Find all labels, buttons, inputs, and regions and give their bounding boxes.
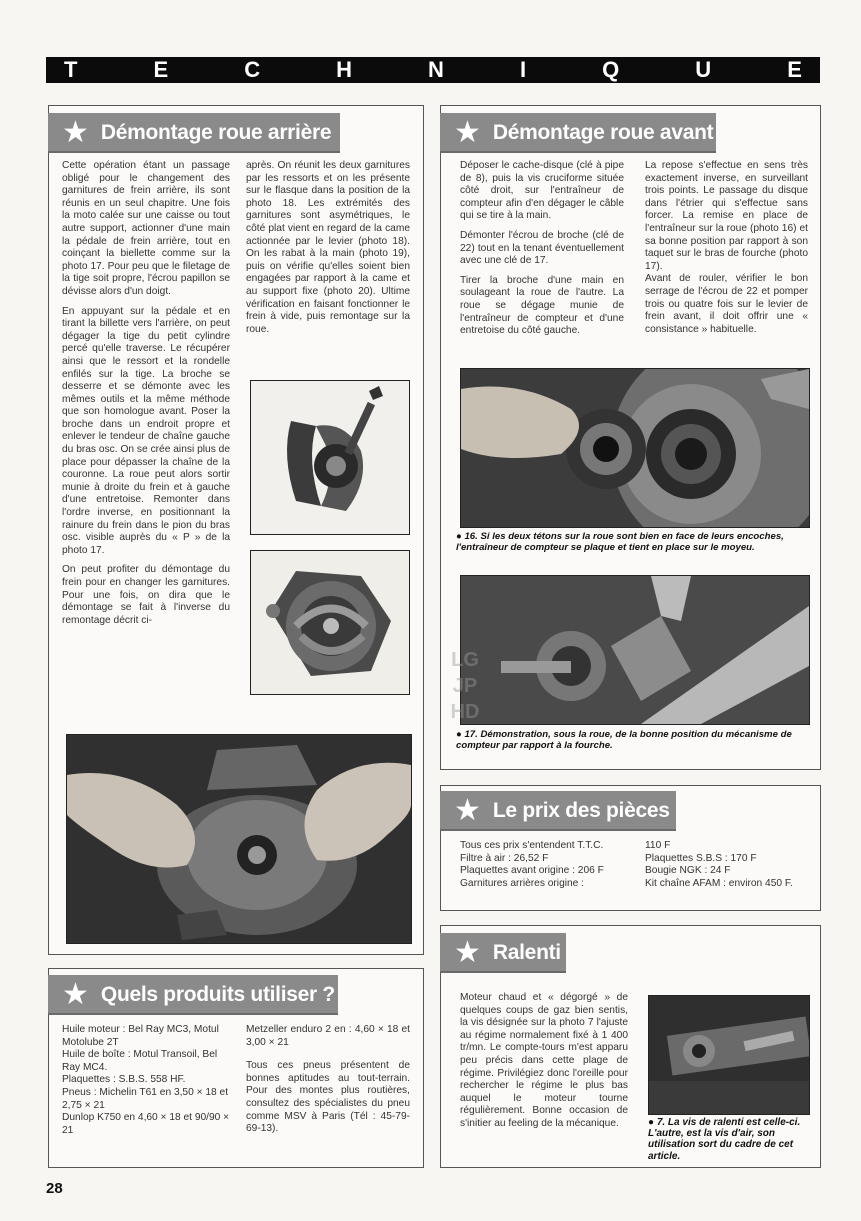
banner-letter: H [336,57,353,82]
star-icon: ★ [454,794,481,827]
banner-letter: U [695,57,712,82]
page-number: 28 [46,1180,63,1197]
watermark-text: HD [450,701,480,723]
photo-7-idle-screw [648,995,810,1115]
banner-letter: Q [602,57,620,82]
rear-text-col1 [62,160,230,634]
product-line: Pneus : Michelin T61 en 3,50 × 18 et 2,75 × 21 [62,1086,229,1111]
star-icon: ★ [62,978,89,1011]
price-line: Garnitures arrières origine : [460,877,584,889]
paragraph: Démonter l'écrou de broche (clé de 22) tout en la tenant éventuellement avec une clé de 17. [460,229,624,267]
rear-text-col2 [246,160,410,343]
banner-letter: N [428,57,444,82]
paragraph: Tous ces pneus présentent de bonnes aptitudes au tout-terrain. Pour des montes plus routières, consultez des spécialistes du pneu comme MSV à Paris (Tél : 45-79-69-13). [246,1060,410,1135]
product-line: Metzeller enduro 2 en : 4,60 × 18 et 3,00 × 21 [246,1024,410,1048]
products-title: Quels produits utiliser ? [100,983,335,1006]
banner-letter: T [64,57,78,82]
caption-photo-17: ● 17. Démonstration, sous la roue, de la bonne position du mécanisme de compteur par rapport à la fourche. [456,729,792,751]
prices-col-left [460,840,635,890]
photo-19-brake-assembly [250,550,410,695]
front-text-col2 [645,160,808,343]
price-line: Kit chaîne AFAM : environ 450 F. [645,877,793,889]
paragraph: après. On réunit les deux garnitures par les ressorts et on les présente sur le flasque dans la position de la photo 18. Les extrémités des garnitures sont asymétriques, le côté plat vient en regard de la came actionnée par le levier (photo 18). On les rabat à la main (photo 19), puis on vérifie qu'elles soient bien engagées par rapport à la came et au support fixe (photo 20). Ultime vérification en faisant fonctionner le frein à vide, puis remontage sur la roue. [246,160,410,335]
paragraph: Tirer la broche d'une main en soulageant la roue de l'autre. La roue se dégage munie de l'entraîneur de compteur et d'une entretoise du côté gauche. [460,274,624,337]
products-col2 [246,1024,410,1143]
caption-photo-7: ● 7. La vis de ralenti est celle-ci. L'autre, est la vis d'air, son utilisation sort du cadre de cet article. [648,1117,801,1162]
front-text-col1 [460,160,624,345]
section-banner [46,57,820,83]
rear-wheel-header [48,113,340,153]
paragraph: Cette opération étant un passage obligé pour le changement des garnitures de frein arrière, ils sont réunis en un seul chapitre. Une fois la moto calée sur une caisse ou tout autre support, actionner d'une main la pédale de frein arrière, tout en coinçant la biellette comme sur la photo 17. Pour peu que le filetage de la tige soit propre, l'écrou papillon se dévisse alors d'un doigt. [62,160,230,297]
photo-16-wheel-hub [460,368,810,528]
star-icon: ★ [62,116,89,149]
price-line: Tous ces prix s'entendent T.T.C. [460,840,604,851]
watermark-text: LG [451,649,479,671]
banner-letter: E [153,57,169,82]
watermark-text: JP [452,675,478,697]
front-wheel-title: Démontage roue avant [492,121,714,144]
products-col1 [62,1024,230,1137]
photo-18-brake-shoes [250,380,410,535]
paragraph: La repose s'effectue en sens très exactement inverse, en surveillant trois points. Le passage du disque dans l'étrier qui s'effectue sans forcer. La remise en place de l'entraîneur sur la roue (photo 16) et sa bonne position par rapport à son taquet sur le bras de fourche (photo 17). [645,160,808,272]
banner-letter: E [787,57,802,82]
prices-header [440,791,676,831]
rear-wheel-title: Démontage roue arrière [100,121,332,144]
paragraph: Déposer le cache-disque (clé à pipe de 8), puis la vis cruciforme située côté droit, sur l'entraîneur de compteur afin d'en dégager le câble qui se tire à la main. [460,160,624,222]
idle-header [440,933,566,973]
price-line: 110 F [645,840,671,851]
banner-letter: C [244,57,261,82]
idle-text [460,992,628,1138]
front-wheel-header [440,113,716,153]
photo-20-hands-brake [66,734,412,944]
paragraph: On peut profiter du démontage du frein pour en changer les garnitures. Pour une fois, on dira que le démontage se fait à l'inverse du remontage décrit ci- [62,564,230,626]
paragraph: Moteur chaud et « dégorgé » de quelques coups de gaz bien sentis, la vis désignée sur la photo 7 l'ajuste au régime normalement fixé à 1 400 tr/mn. Le compte-tours m'est apparu peu précis dans cette plage de régime. Privilégiez donc l'oreille pour rechercher le régime le plus bas auquel le moteur tourne régulièrement. Bonne occasion de s'initier au feeling de la mécanique. [460,992,628,1129]
photo-17-speedometer-drive [460,575,810,725]
products-header [48,975,338,1015]
caption-photo-16: ● 16. Si les deux tétons sur la roue sont bien en face de leurs encoches, l'entraîneur de compteur se plaque et tient en place sur le moyeu. [456,531,784,553]
prices-title: Le prix des pièces [492,799,670,822]
price-line: Filtre à air : 26,52 F [460,852,549,864]
banner-letter: I [519,57,527,82]
prices-col-right [645,840,815,890]
star-icon: ★ [454,936,481,969]
paragraph: Avant de rouler, vérifier le bon serrage de l'écrou de 22 et pomper trois ou quatre fois sur le levier de frein avant, il doit offrir une « consistance » habituelle. [645,273,808,335]
idle-title: Ralenti [492,941,561,964]
product-line: Huile de boîte : Motul Transoil, Bel Ray MC4. [62,1049,218,1073]
price-line: Plaquettes S.B.S : 170 F [645,852,757,864]
paragraph: En appuyant sur la pédale et en tirant la billette vers l'arrière, on peut dégager la tige du petit cylindre percé qu'elle traverse. Le récupérer ainsi que le ressort et la rondelle enfilés sur la tige. La broche se desserre et se démonte avec les mêmes outils et la même méthode que son homologue avant. Poser la broche dans un endroit propre et enlever le tendeur de chaîne gauche du bras osc. On se crée ainsi plus de place pour dépasser la chaîne de la couronne. La roue peut alors sortir munie à droite du frein et à gauche d'une entretoise. Remonter dans l'ordre inverse, en positionnant la rainure du frein dans le pion du bras osc. visible auprès du « P » de la photo 17. [62,305,230,556]
product-line: Huile moteur : Bel Ray MC3, Motul Motolube 2T [62,1024,219,1048]
watermark-logo [430,640,500,730]
price-line: Plaquettes avant origine : 206 F [460,865,604,877]
star-icon: ★ [454,116,481,149]
product-line: Plaquettes : S.B.S. 558 HF. [62,1074,186,1086]
product-line: Dunlop K750 en 4,60 × 18 et 90/90 × 21 [62,1112,230,1136]
price-line: Bougie NGK : 24 F [645,865,731,877]
